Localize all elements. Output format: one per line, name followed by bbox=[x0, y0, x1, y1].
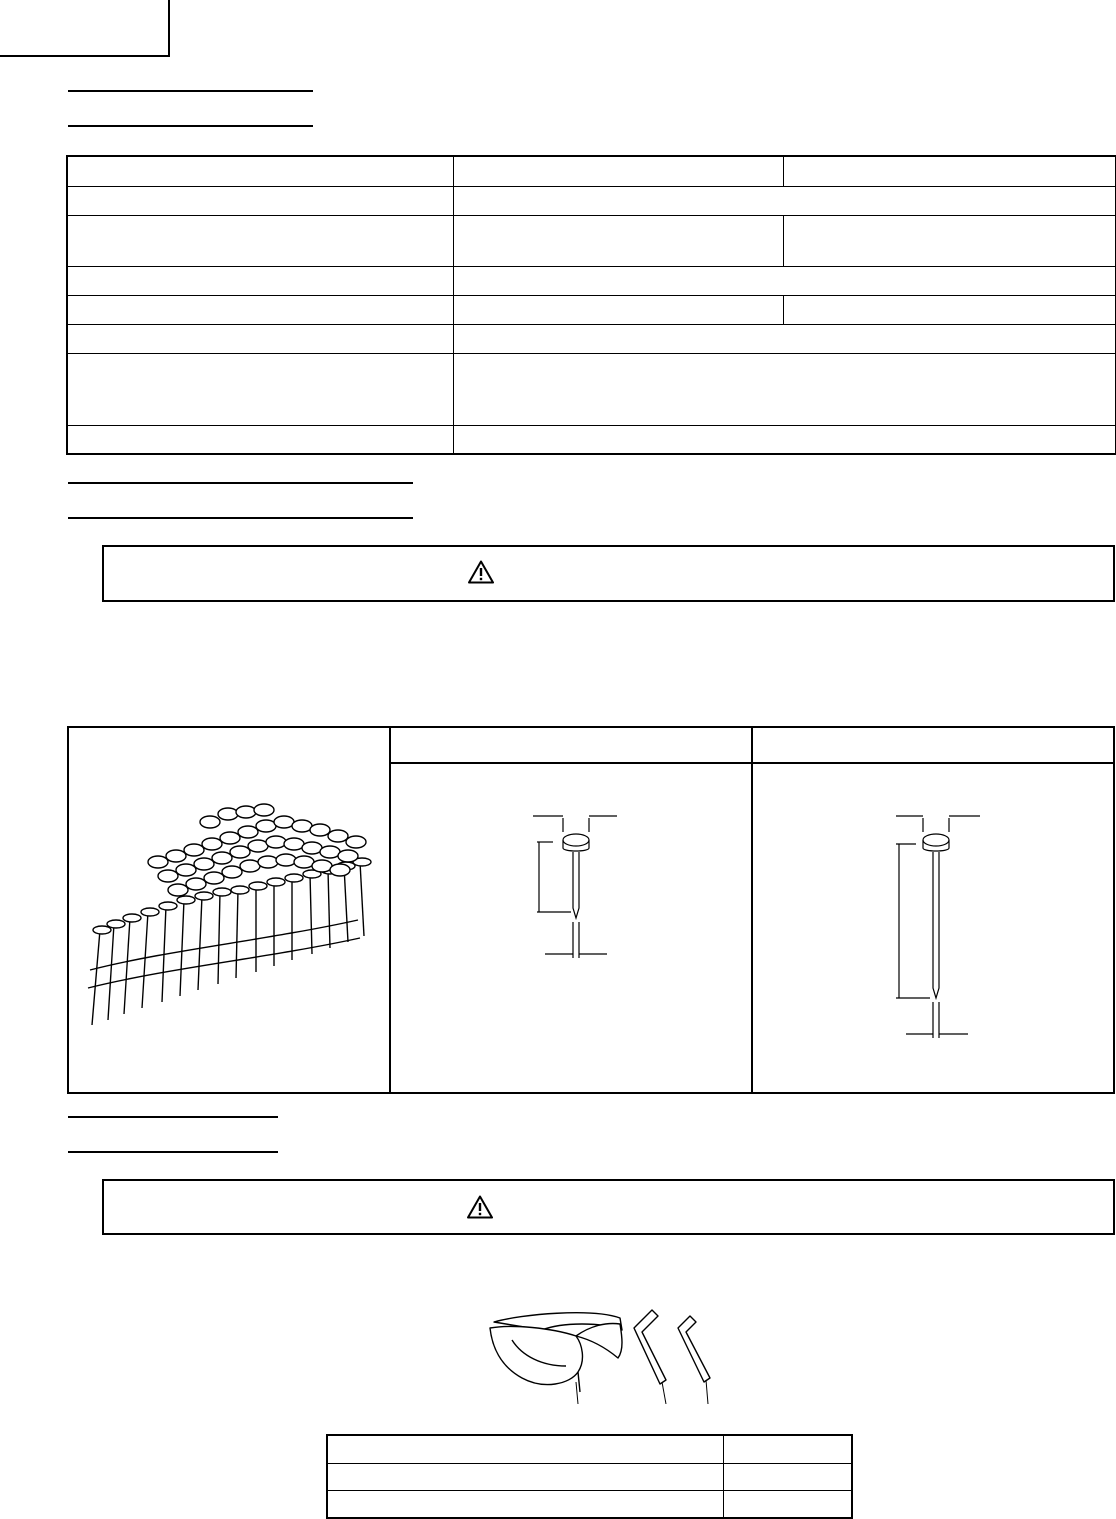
accessory-item bbox=[328, 1436, 724, 1464]
spec-row bbox=[68, 354, 1116, 426]
spec-row bbox=[68, 296, 1116, 325]
accessory-qty bbox=[724, 1464, 852, 1491]
coil-nails-illustration bbox=[78, 800, 378, 1030]
spec-row bbox=[68, 325, 1116, 354]
warning-triangle-icon bbox=[467, 1195, 493, 1219]
accessory-qty bbox=[724, 1491, 852, 1518]
spec-value bbox=[454, 354, 1116, 426]
spec-value-a bbox=[454, 296, 784, 325]
long-nail-diagram bbox=[890, 800, 990, 1045]
fasteners-underline-2 bbox=[68, 517, 413, 519]
spec-label bbox=[68, 157, 454, 187]
spec-value bbox=[454, 325, 1116, 354]
nail-table-divider bbox=[389, 726, 391, 1094]
spec-value bbox=[454, 187, 1116, 216]
specifications-table bbox=[67, 156, 1116, 454]
warning-triangle-icon bbox=[468, 560, 494, 584]
accessory-row bbox=[328, 1464, 852, 1491]
accessories-underline-2 bbox=[68, 1151, 278, 1153]
safety-glasses-illustration bbox=[482, 1300, 627, 1405]
spec-value-b bbox=[784, 157, 1116, 187]
spec-label bbox=[68, 426, 454, 454]
spec-value-a bbox=[454, 157, 784, 187]
spec-label bbox=[68, 187, 454, 216]
fastener-warning-box bbox=[102, 545, 1115, 602]
spec-label bbox=[68, 354, 454, 426]
spec-value-b bbox=[784, 216, 1116, 267]
accessory-row bbox=[328, 1491, 852, 1518]
page-number-box bbox=[0, 0, 170, 57]
spec-value bbox=[454, 426, 1116, 454]
spec-row bbox=[68, 426, 1116, 454]
nail-table-divider bbox=[751, 726, 753, 1094]
nail-table-header-line bbox=[390, 762, 1114, 764]
fasteners-underline-1 bbox=[68, 482, 413, 484]
spec-value-a bbox=[454, 216, 784, 267]
spec-label bbox=[68, 325, 454, 354]
spec-row bbox=[68, 187, 1116, 216]
accessory-item bbox=[328, 1464, 724, 1491]
accessories-table bbox=[327, 1435, 852, 1518]
accessories-underline-1 bbox=[68, 1116, 278, 1118]
accessory-qty bbox=[724, 1436, 852, 1464]
spec-label bbox=[68, 296, 454, 325]
spec-label bbox=[68, 216, 454, 267]
spec-value-b bbox=[784, 296, 1116, 325]
spec-row bbox=[68, 216, 1116, 267]
specifications-underline-2 bbox=[68, 125, 313, 127]
short-nail-diagram bbox=[525, 800, 625, 965]
spec-value bbox=[454, 267, 1116, 296]
spec-row bbox=[68, 157, 1116, 187]
spec-row bbox=[68, 267, 1116, 296]
accessory-row bbox=[328, 1436, 852, 1464]
hex-wrench-illustration bbox=[630, 1304, 720, 1404]
spec-label bbox=[68, 267, 454, 296]
accessory-warning-box bbox=[102, 1179, 1115, 1235]
specifications-underline-1 bbox=[68, 90, 313, 92]
accessory-item bbox=[328, 1491, 724, 1518]
